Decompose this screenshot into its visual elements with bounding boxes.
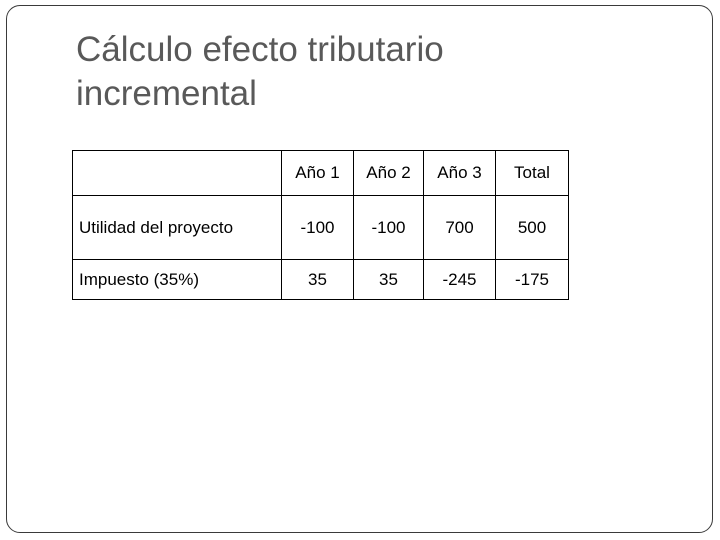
table-header-empty-cell <box>73 151 282 196</box>
row-label: Impuesto (35%) <box>73 260 282 300</box>
table-cell: -245 <box>424 260 496 300</box>
table-cell: -100 <box>354 196 424 260</box>
table-cell: 700 <box>424 196 496 260</box>
table-header-cell: Año 2 <box>354 151 424 196</box>
table-row <box>73 260 569 300</box>
table-row <box>73 196 569 260</box>
table-cell: -175 <box>496 260 569 300</box>
tax-effect-table <box>72 150 569 300</box>
table-header-cell: Año 3 <box>424 151 496 196</box>
slide-title-line-2: incremental <box>76 74 257 113</box>
table-cell: 500 <box>496 196 569 260</box>
table-header-row <box>73 151 569 196</box>
table-cell: -100 <box>282 196 354 260</box>
table-header-cell: Año 1 <box>282 151 354 196</box>
table-cell: 35 <box>354 260 424 300</box>
slide-title-line-1: Cálculo efecto tributario <box>76 30 444 69</box>
table-cell: 35 <box>282 260 354 300</box>
row-label: Utilidad del proyecto <box>73 196 282 260</box>
slide-title <box>76 28 636 116</box>
table-header-cell: Total <box>496 151 569 196</box>
